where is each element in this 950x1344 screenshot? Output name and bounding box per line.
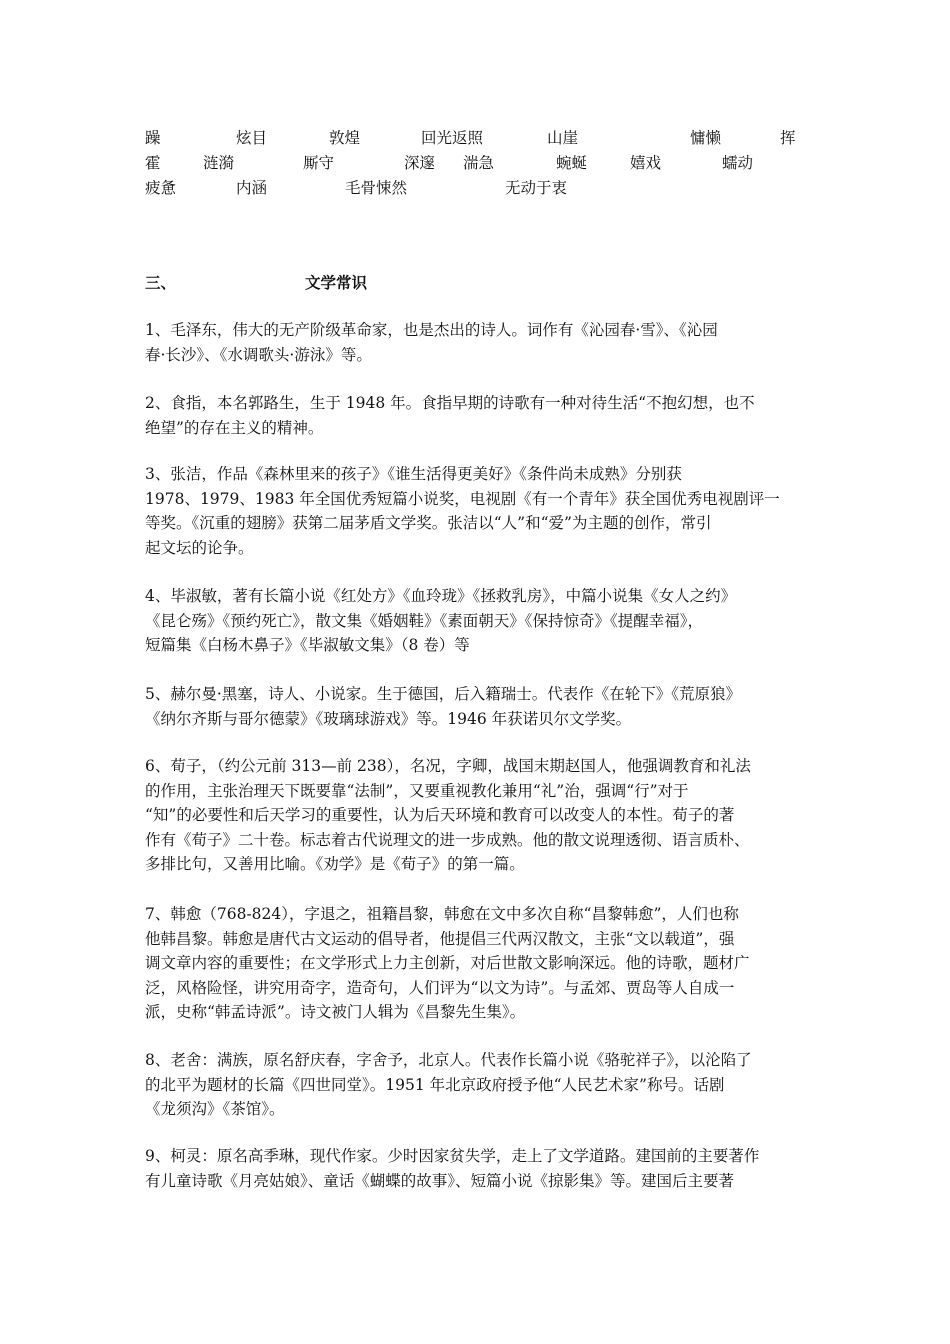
text-line: “知”的必要性和后天学习的重要性，认为后天环境和教育可以改变人的本性。荀子的著	[145, 806, 735, 824]
vocab-word: 炫目	[236, 129, 268, 147]
vocab-word: 山崖	[547, 129, 579, 147]
text-line: 有儿童诗歌《月亮姑娘》、童话《蝴蝶的故事》、短篇小说《掠影集》等。建国后主要著	[145, 1171, 735, 1190]
vocab-word: 挥	[780, 129, 796, 147]
vocab-word: 毛骨悚然	[345, 179, 408, 197]
vocab-word: 厮守	[303, 154, 335, 172]
text-line: 8、老舍：满族，原名舒庆春，字舍予，北京人。代表作长篇小说《骆驼祥子》，以沦陷了	[145, 1051, 752, 1069]
text-line: 1978、1979、1983 年全国优秀短篇小说奖，电视剧《有一个青年》获全国优秀电视剧评一	[145, 489, 780, 508]
text-line: 他韩昌黎。韩愈是唐代古文运动的倡导者，他提倡三代两汉散文，主张“文以载道”，强	[145, 929, 735, 948]
vocab-word: 蜿蜒	[556, 154, 588, 172]
text-line: 短篇集《白杨木鼻子》《毕淑敏文集》（8 卷）等	[145, 636, 470, 654]
vocab-word: 疲惫	[145, 179, 177, 197]
section-heading	[145, 270, 805, 296]
vocab-word: 回光返照	[421, 129, 484, 147]
vocab-row	[0, 176, 950, 200]
vocab-word: 霍	[145, 154, 161, 172]
vocab-row	[0, 126, 950, 150]
text-line: 《纳尔齐斯与哥尔德蒙》《玻璃球游戏》等。1946 年获诺贝尔文学奖。	[145, 709, 632, 728]
text-line: 7、韩愈（768-824），字退之，祖籍昌黎，韩愈在文中多次自称“昌黎韩愈”，人们也称	[145, 905, 739, 923]
vocab-word: 深邃	[404, 154, 436, 172]
text-line: 5、赫尔曼·黑塞，诗人、小说家。生于德国，后入籍瑞士。代表作《在轮下》《荒原狼》	[145, 685, 742, 703]
paragraph-shi-zhi	[145, 391, 805, 440]
paragraph-zhang-jie	[145, 462, 805, 560]
text-line: 4、毕淑敏，著有长篇小说《红处方》《血玲珑》《拯救乳房》，中篇小说集《女人之约》	[145, 587, 737, 605]
vocab-word: 无动于衷	[505, 179, 568, 197]
text-line: 绝望”的存在主义的精神。	[145, 418, 324, 437]
vocab-word: 涟漪	[203, 154, 235, 172]
text-line: 多排比句，又善用比喻。《劝学》是《荀子》的第一篇。	[145, 855, 525, 873]
text-line: 1、毛泽东，伟大的无产阶级革命家，也是杰出的诗人。词作有《沁园春·雪》、《沁园	[145, 321, 718, 339]
vocab-word: 内涵	[236, 179, 268, 197]
text-line: 的作用，主张治理天下既要靠“法制”，又要重视教化兼用“礼”治，强调“行”对于	[145, 781, 689, 800]
section-number: 三、	[145, 273, 177, 292]
vocab-word: 湍急	[463, 154, 495, 172]
text-line: 的北平为题材的长篇《四世同堂》。1951 年北京政府授予他“人民艺术家”称号。话剧	[145, 1075, 725, 1094]
paragraph-han-yu	[145, 902, 805, 1025]
text-line: 9、柯灵：原名高季琳，现代作家。少时因家贫失学，走上了文学道路。建国前的主要著作	[145, 1147, 760, 1165]
section-title: 文学常识	[305, 273, 368, 292]
text-line: 起文坛的论争。	[145, 538, 254, 557]
vocab-word: 敦煌	[329, 129, 361, 147]
paragraph-lao-she	[145, 1048, 805, 1122]
text-line: 作有《荀子》二十卷。标志着古代说理文的进一步成熟。他的散文说理透彻、语言质朴、	[145, 830, 750, 849]
text-line: 《龙须沟》《茶馆》。	[145, 1100, 285, 1118]
text-line: 3、张洁，作品《森林里来的孩子》《谁生活得更美好》《条件尚未成熟》分别获	[145, 465, 682, 483]
vocab-word: 躁	[145, 129, 161, 147]
text-line: 调文章内容的重要性；在文学形式上力主创新，对后世散文影响深远。他的诗歌，题材广	[145, 954, 750, 972]
text-line: 等奖。《沉重的翅膀》获第二届茅盾文学奖。张洁以“人”和“爱”为主题的创作，常引	[145, 514, 712, 532]
vocab-word: 蠕动	[722, 154, 754, 172]
text-line: 《昆仑殇》《预约死亡》，散文集《婚姻鞋》《素面朝天》《保持惊奇》《提醒幸福》，	[145, 611, 704, 630]
text-line: 6、荀子，（约公元前 313—前 238），名况，字卿，战国末期赵国人，他强调教育和礼法	[145, 757, 751, 775]
vocab-row	[0, 151, 950, 175]
text-line: 泛，风格险怪，讲究用奇字，造奇句，人们评为“以文为诗”。与孟郊、贾岛等人自成一	[145, 978, 735, 997]
text-line: 春·长沙》、《水调歌头·游泳》等。	[145, 345, 372, 364]
paragraph-mao-zedong	[145, 318, 805, 367]
paragraph-xunzi	[145, 754, 805, 877]
vocab-word: 嬉戏	[630, 154, 662, 172]
paragraph-ke-ling	[145, 1144, 805, 1193]
vocab-word: 慵懒	[690, 129, 722, 147]
paragraph-hesse	[145, 682, 805, 731]
text-line: 派，史称“韩孟诗派”。诗文被门人辑为《昌黎先生集》。	[145, 1003, 526, 1021]
text-line: 2、食指，本名郭路生，生于 1948 年。食指早期的诗歌有一种对待生活“不抱幻想，也不	[145, 394, 755, 412]
paragraph-bi-shumin	[145, 584, 805, 658]
